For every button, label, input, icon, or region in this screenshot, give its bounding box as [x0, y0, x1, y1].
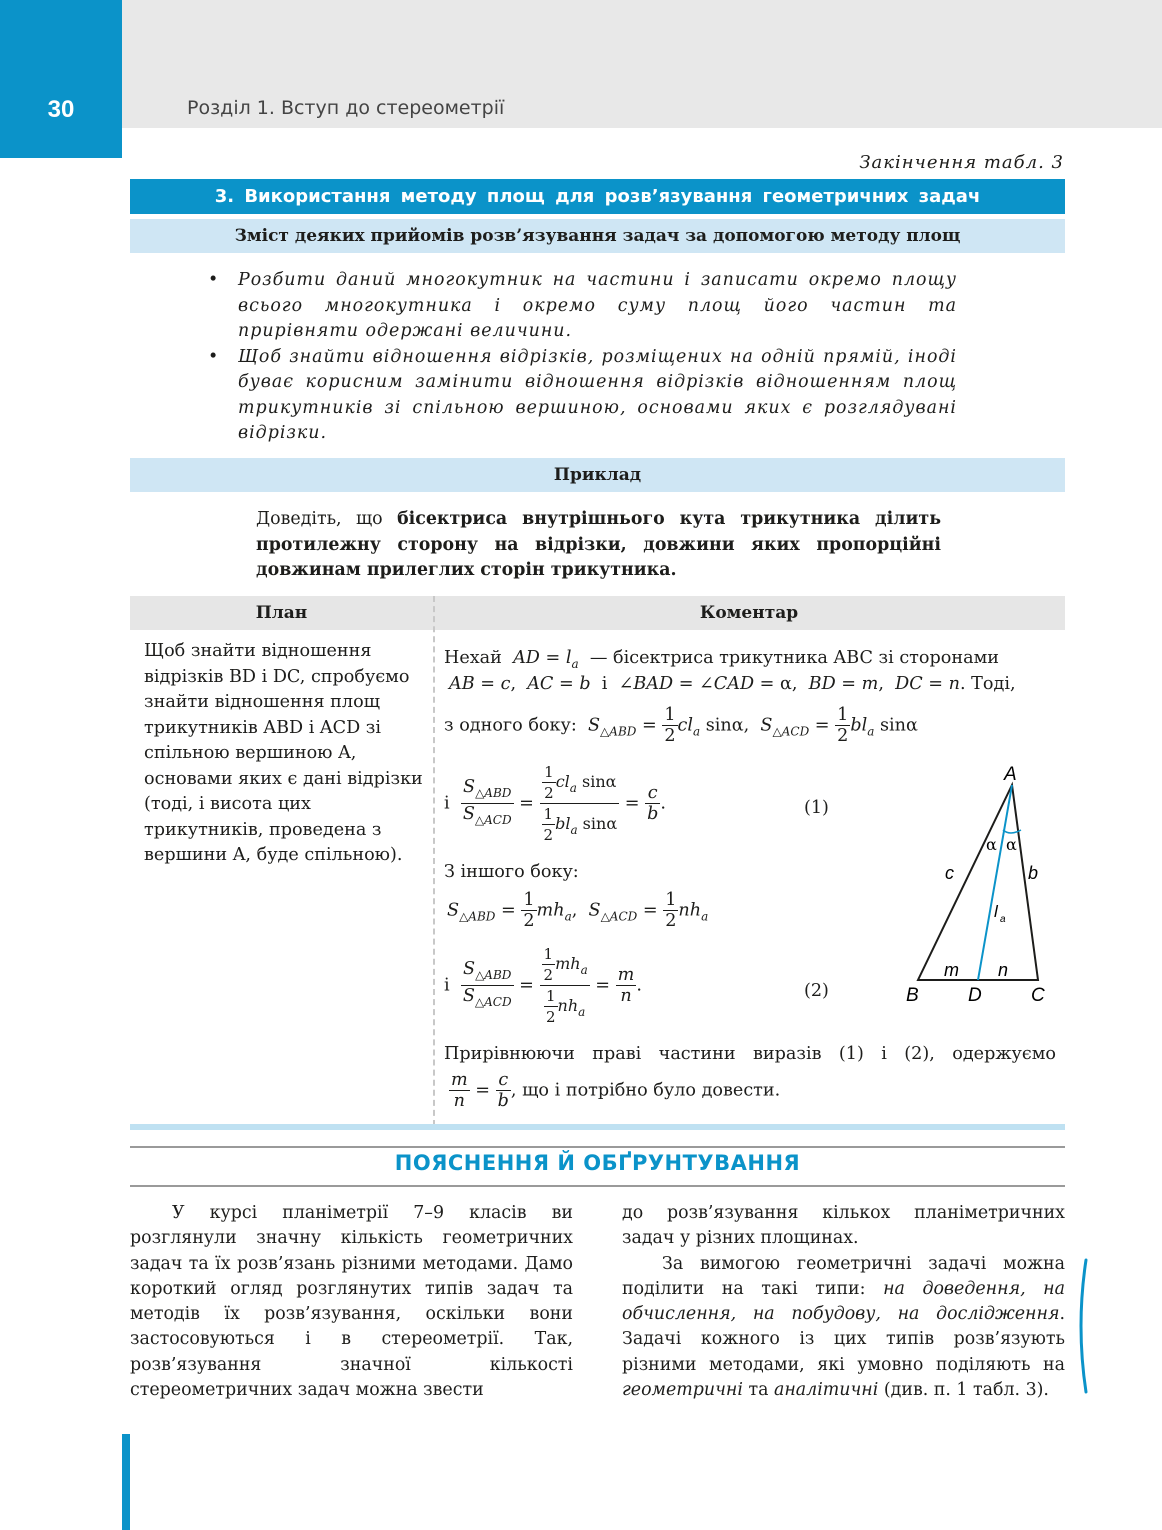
example-heading: Приклад: [130, 458, 1065, 492]
label-b-vertex: B: [906, 985, 919, 1006]
comment-line-1: Нехай AD = $l_a$ — бісектриса трикутника ABC зі сторонами: [444, 648, 999, 671]
label-alpha-right: α: [1006, 835, 1017, 854]
column-divider: [433, 596, 435, 1126]
label-n: n: [998, 960, 1009, 980]
triangle-figure: [900, 760, 1060, 1010]
comment-other-side: З іншого боку:: [444, 862, 579, 882]
divider: [130, 1185, 1065, 1187]
list-item: • Щоб знайти відношення відрізків, розміщених на одній прямій, іноді буває корисним замінити відношення відрізків відношенням площ трикутників зі спільною вершиною, основами яких є розглядувані відрізки.: [208, 346, 957, 443]
plan-text: Щоб знайти відношення відрізків BD і DC, спробуємо знайти відношення площ трикутників ABD і ACD зі спільною вершиною A, основами яких є дані відрізки (тоді, і висота цих трикутників, проведена з вершини A, буде спільною).: [144, 641, 423, 865]
section-heading: 3. Використання методу площ для розв’язування геометричних задач: [130, 179, 1065, 214]
comment-line-2: AB = c, AC = b і ∠BAD = ∠CAD = α, BD = m, DC = n. Тоді,: [449, 674, 1016, 694]
label-c-vertex: C: [1031, 985, 1045, 1006]
label-d: D: [968, 985, 982, 1006]
paragraph: За вимогою геометричні задачі можна поділити на такі типи: на доведення, на обчислення, на побудову, на дослідження. Задачі кожного із цих типів розв’язують різними методами, які умовно поділяють на геометричні та аналітичні (див. п. 1 табл. 3).: [622, 1253, 1065, 1401]
comment-conclusion: Прирівнюючи праві частини виразів (1) і (2), одержуємо: [444, 1044, 1056, 1064]
subsection-heading: Зміст деяких прийомів розв’язування задач за допомогою методу площ: [130, 219, 1065, 253]
divider: [130, 1146, 1065, 1148]
techniques-list: [205, 268, 957, 447]
comment-formula-areas-1: з одного боку: $S_{\triangle ABD}$ = $\frac{1}{2}$ $cl_a$ sinα, $S_{\triangle ACD}$ = $\frac{1}{2}$ $bl_a$ sinα: [444, 705, 918, 746]
page-number: 30: [47, 96, 75, 123]
explanation-heading: ПОЯСНЕННЯ Й ОБҐРУНТУВАННЯ: [394, 1151, 801, 1175]
paragraph: У курсі планіметрії 7–9 класів ви розглянули значну кількість геометричних задач та їх розв’язань різними методами. Дамо короткий огляд розглянутих типів задач та методів їх розв’язування, оскільки вони застосовуються і в стереометрії. Так, розв’язування значної кількості стереометричних задач можна звести: [130, 1203, 573, 1401]
triangle-abc: [918, 785, 1038, 980]
margin-bar: [122, 1434, 130, 1530]
label-m: m: [944, 960, 959, 980]
comment-formula-ratio-2: і $\frac{S_{\triangle ABD}}{S_{\triangle ACD}}$ = $\frac{1}{2}$ $mh_a$ $\frac{1}{2}$ $nh_a$ = $\frac{m}{n}$ .: [444, 945, 642, 1026]
bisector-line: [978, 785, 1012, 980]
comment-result: $\frac{m}{n}$ = $\frac{c}{b}$ , що і потрібно було довести.: [451, 1070, 781, 1111]
bullet-icon: •: [208, 346, 220, 367]
label-bisector: l: [994, 902, 998, 921]
comment-formula-areas-2: $S_{\triangle ABD}$ = $\frac{1}{2}$ $mh_a$, $S_{\triangle ACD}$ = $\frac{1}{2}$ $nh_a$: [447, 890, 709, 931]
example-statement: Доведіть, що бісектриса внутрішнього кута трикутника ділить протилежну сторону на відрізки, довжини яких пропорційні довжинам прилеглих сторін трикутника.: [256, 509, 941, 580]
label-side-c: c: [945, 863, 954, 883]
comment-formula-ratio-1: і $\frac{S_{\triangle ABD}}{S_{\triangle ACD}}$ = $\frac{1}{2}$ $cl_a$ sinα $\frac{1}{2}$ $bl_a$ sinα = $\frac{c}{b}$ .: [444, 763, 666, 844]
explanation-right-column: [622, 1201, 1065, 1403]
list-item: • Розбити даний многокутник на частини і записати окремо площу всього многокутника і окремо суму площ його частин та прирівняти одержані величини.: [208, 270, 957, 341]
column-header-comment: Коментар: [699, 603, 799, 623]
table-bottom-border: [130, 1124, 1065, 1130]
equation-number-2: (2): [804, 981, 829, 1001]
page-number-tab: [0, 0, 122, 158]
paragraph: до розв’язування кількох планіметричних задач у різних площинах.: [622, 1203, 1065, 1249]
label-bisector-sub: a: [1000, 914, 1006, 925]
equation-number-1: (1): [804, 798, 829, 818]
bullet-icon: •: [208, 270, 220, 290]
margin-bracket: [1072, 1258, 1092, 1394]
table-header: [130, 596, 1065, 630]
explanation-left-column: [130, 1201, 573, 1403]
chapter-title: Розділ 1. Вступ до стереометрії: [187, 97, 505, 119]
table-continuation-note: Закінчення табл. 3: [859, 152, 1064, 173]
label-side-b: b: [1028, 863, 1039, 883]
label-alpha-left: α: [986, 835, 997, 854]
column-header-plan: План: [255, 603, 308, 623]
label-a: A: [1004, 764, 1017, 785]
